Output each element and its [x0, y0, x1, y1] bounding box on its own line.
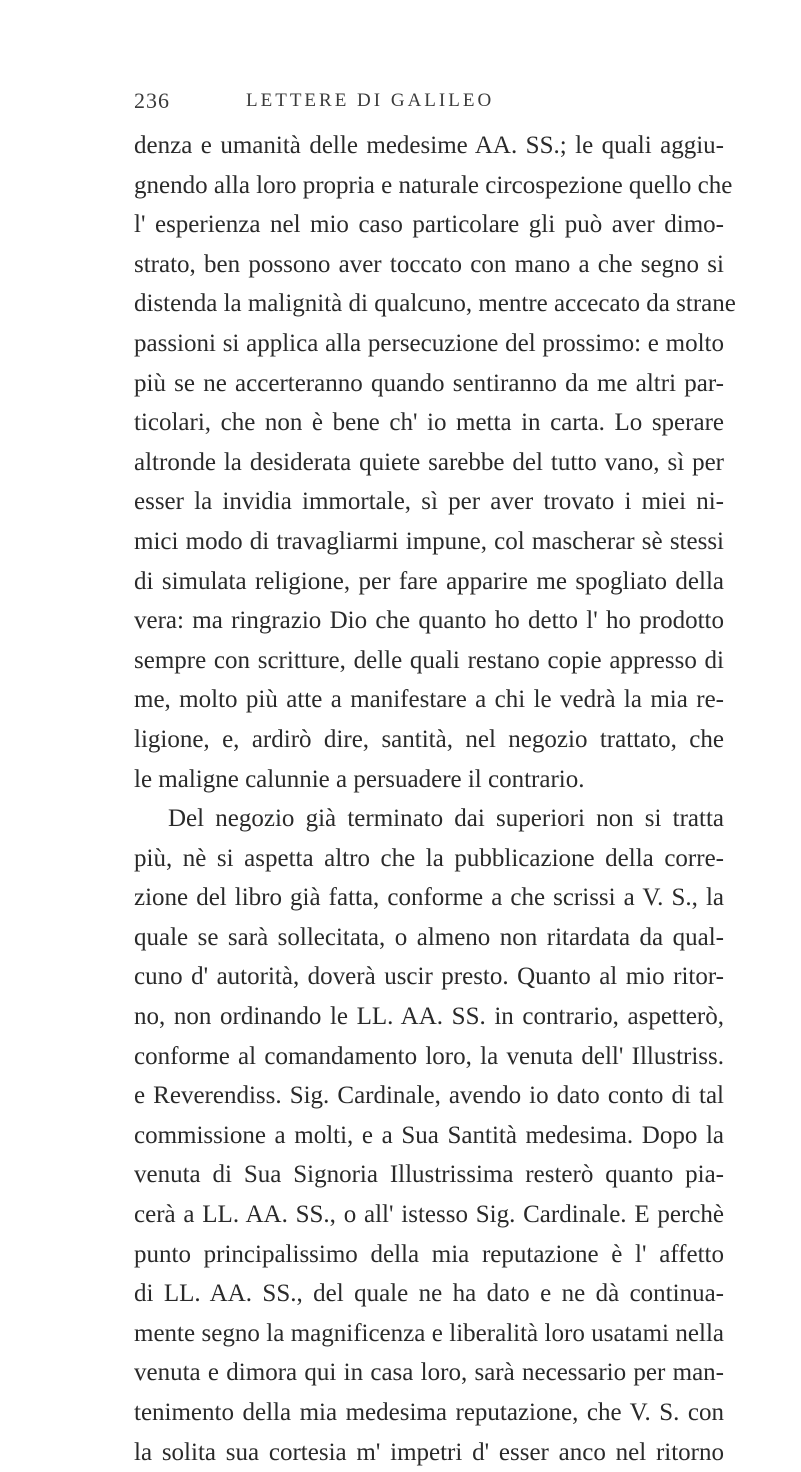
text-line: me, molto più atte a manifestare a chi le vedrà la mia re-: [134, 686, 724, 714]
text-line: gnendo alla loro propria e naturale circospezione quello che: [134, 171, 733, 199]
text-line: di simulata religione, per fare apparire me spogliato della: [134, 567, 724, 595]
text-line: altronde la desiderata quiete sarebbe del tutto vano, sì per: [134, 448, 724, 476]
text-line: zione del libro già fatta, conforme a che scrissi a V. S., la: [134, 884, 724, 912]
text-line: ticolari, che non è bene ch' io metta in carta. Lo sperare: [134, 409, 724, 437]
text-line: vera: ma ringrazio Dio che quanto ho detto l' ho prodotto: [134, 607, 724, 635]
text-line: venuta e dimora qui in casa loro, sarà necessario per man-: [134, 1359, 724, 1387]
text-line: distenda la malignità di qualcuno, mentre accecato da strane: [134, 290, 736, 318]
text-line: mici modo di travagliarmi impune, col mascherar sè stessi: [134, 527, 724, 555]
text-line: ligione, e, ardirò dire, santità, nel negozio trattato, che: [134, 725, 724, 753]
text-line: denza e umanità delle medesime AA. SS.; le quali aggiu-: [134, 132, 724, 159]
text-line: cerà a LL. AA. SS., o all' istesso Sig. Cardinale. E perchè: [134, 1201, 724, 1229]
text-line: più, nè si aspetta altro che la pubblicazione della corre-: [134, 844, 724, 872]
text-line: quale se sarà sollecitata, o almeno non ritardata da qual-: [134, 923, 724, 951]
text-line: le maligne calunnie a persuadere il contrario.: [134, 765, 585, 793]
text-line: e Reverendiss. Sig. Cardinale, avendo io dato conto di tal: [134, 1082, 724, 1110]
text-line: no, non ordinando le LL. AA. SS. in contrario, aspetterò,: [134, 1003, 724, 1031]
running-title: LETTERE DI GALILEO: [246, 90, 495, 111]
body-text: [134, 126, 736, 1472]
running-head: [134, 88, 714, 118]
text-line: passioni si applica alla persecuzione del prossimo: e molto: [134, 329, 724, 357]
text-line: punto principalissimo della mia reputazione è l' affetto: [134, 1240, 724, 1268]
text-line: sempre con scritture, delle quali restano copie appresso di: [134, 646, 724, 674]
text-line: conforme al comandamento loro, la venuta dell' Illustriss.: [134, 1042, 724, 1070]
text-line: esser la invidia immortale, sì per aver trovato i miei ni-: [134, 488, 724, 516]
text-line: mente segno la magnificenza e liberalità loro usatami nella: [134, 1319, 724, 1347]
text-line: Del negozio già terminato dai superiori non si tratta: [168, 805, 724, 833]
text-line: tenimento della mia medesima reputazione, che V. S. con: [134, 1399, 724, 1426]
text-line: commissione a molti, e a Sua Santità medesima. Dopo la: [134, 1121, 724, 1149]
page-number: 236: [134, 88, 170, 113]
text-line: di LL. AA. SS., del quale ne ha dato e ne dà continua-: [134, 1280, 724, 1308]
text-line: strato, ben possono aver toccato con mano a che segno si: [134, 250, 724, 278]
text-line: cuno d' autorità, doverà uscir presto. Quanto al mio ritor-: [134, 963, 724, 991]
text-line: venuta di Sua Signoria Illustrissima resterò quanto pia-: [134, 1161, 724, 1189]
text-line: la solita sua cortesia m' impetri d' esser anco nel ritorno: [134, 1438, 724, 1466]
text-line: più se ne accerteranno quando sentiranno da me altri par-: [134, 369, 724, 397]
text-line: l' esperienza nel mio caso particolare gli può aver dimo-: [134, 211, 724, 239]
